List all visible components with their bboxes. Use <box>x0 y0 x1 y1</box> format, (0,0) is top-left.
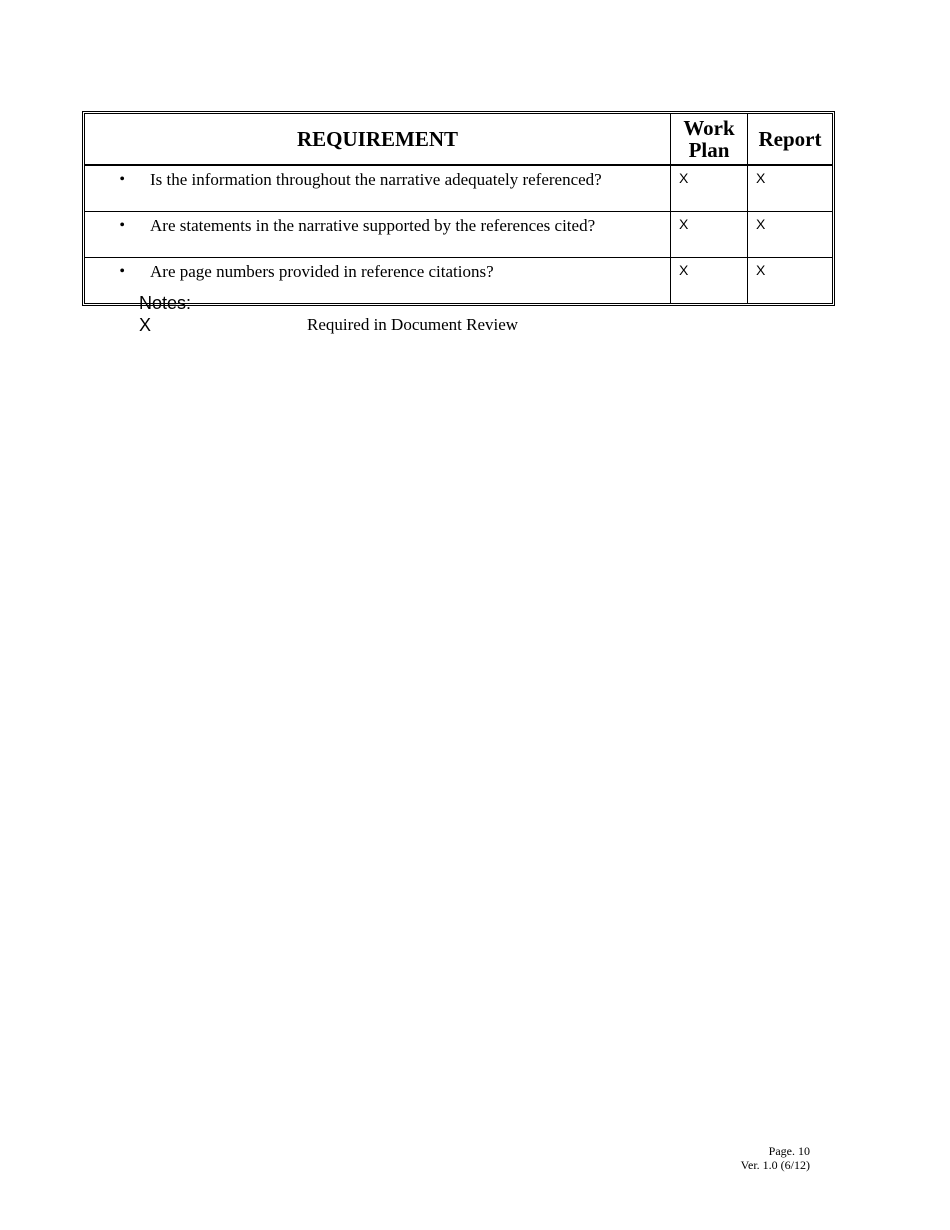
bullet-icon: • <box>119 217 125 234</box>
report-column-header <box>748 114 832 166</box>
requirement-text: Are statements in the narrative supported by the references cited? <box>150 216 596 235</box>
work-plan-header-line2: Plan <box>688 138 730 162</box>
work-plan-mark: X <box>671 212 748 258</box>
notes-label: Notes: <box>139 293 192 313</box>
bullet-icon: • <box>119 263 125 280</box>
report-mark: X <box>748 166 832 212</box>
requirement-cell <box>85 166 671 212</box>
table-header-row <box>85 114 832 166</box>
notes-symbol: X <box>139 315 152 335</box>
page-footer <box>741 1144 810 1172</box>
report-mark: X <box>748 212 832 258</box>
work-plan-header-line1: Work <box>683 116 735 140</box>
report-mark: X <box>756 262 766 278</box>
work-plan-column-header <box>671 114 748 166</box>
version-label: Ver. 1.0 (6/12) <box>740 1158 810 1172</box>
table-row <box>85 258 832 303</box>
bullet-icon: • <box>119 171 125 188</box>
requirement-cell <box>85 212 671 258</box>
notes-description: Required in Document Review <box>307 315 519 334</box>
table-row <box>85 166 832 212</box>
requirement-text: Is the information throughout the narrative adequately referenced? <box>150 170 602 189</box>
requirements-table <box>82 111 835 306</box>
requirement-text: Are page numbers provided in reference citations? <box>150 262 494 281</box>
requirement-column-header <box>85 114 671 166</box>
work-plan-mark: X <box>671 166 748 212</box>
page-number: Page. 10 <box>768 1144 810 1158</box>
notes-legend-row <box>139 314 639 336</box>
work-plan-mark: X <box>671 258 748 303</box>
table-row <box>85 212 832 258</box>
report-header-label: Report <box>758 127 822 151</box>
requirement-header-label: REQUIREMENT <box>296 127 459 151</box>
